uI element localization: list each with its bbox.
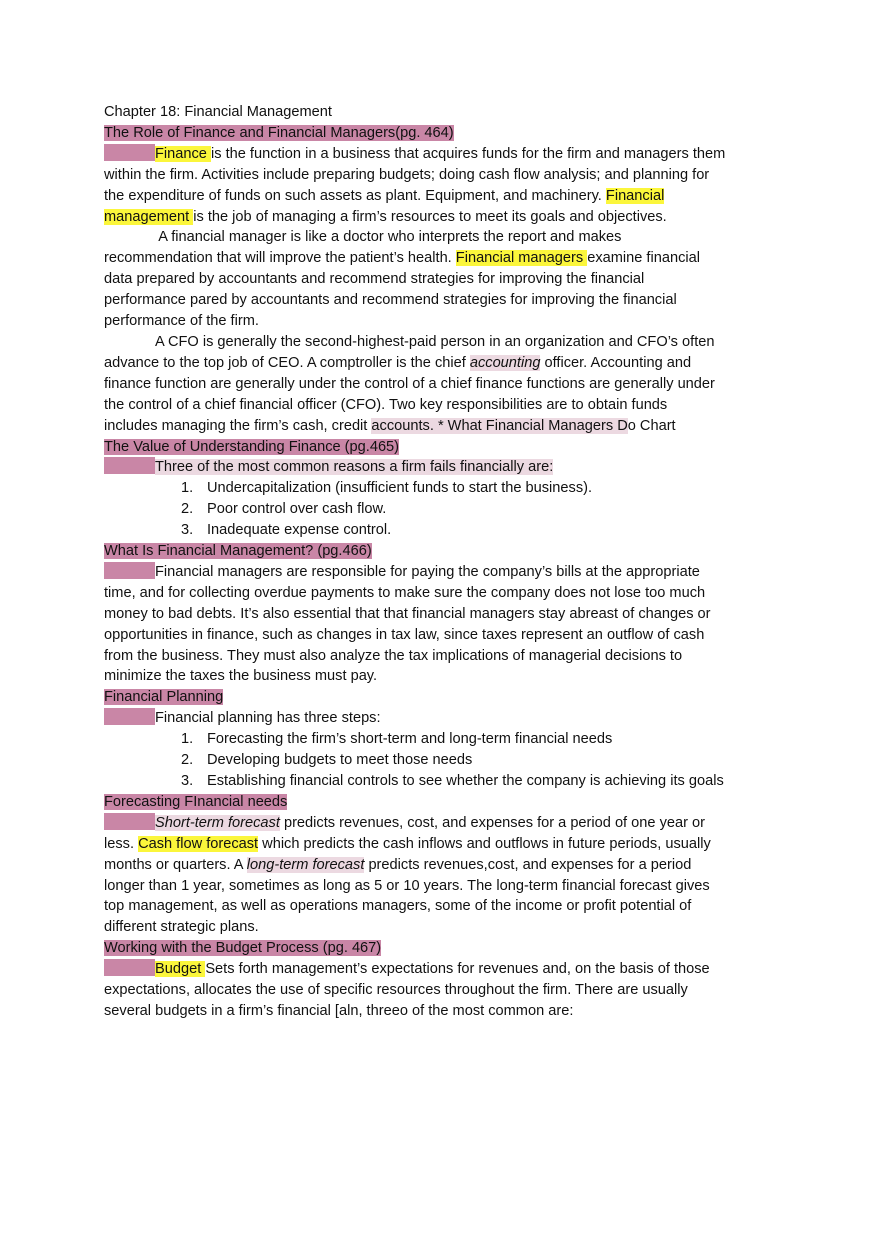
indent-highlight	[104, 457, 155, 474]
term-accounting: accounting	[469, 354, 541, 371]
indent-highlight	[104, 562, 155, 579]
section-heading-budget-process: Working with the Budget Process (pg. 467)	[104, 940, 382, 957]
term-long-term-forecast: long-term forecast	[246, 856, 365, 873]
term-financial-management: Financial	[605, 187, 665, 204]
page-title: Chapter 18: Financial Management	[104, 104, 332, 120]
indent-highlight	[104, 959, 155, 976]
list-item: 2. Developing budgets to meet those needs	[181, 752, 473, 769]
term-finance: Finance	[155, 145, 211, 162]
chart-reference: accounts. * What Financial Managers D	[371, 417, 628, 434]
list-item: 3. Establishing financial controls to see whether the company is achieving its goals	[181, 773, 724, 789]
term-financial-managers: Financial managers	[455, 250, 588, 267]
indent-highlight	[104, 708, 155, 725]
list-item: 1. Forecasting the firm’s short-term and long-term financial needs	[181, 731, 613, 748]
section-heading-role-of-finance: The Role of Finance and Financial Managers(pg. 464)	[104, 124, 454, 141]
list-item: 3. Inadequate expense control.	[181, 522, 392, 539]
indent-highlight	[104, 144, 155, 161]
term-budget: Budget	[155, 961, 206, 978]
term-short-term-forecast: Short-term forecast	[155, 814, 280, 831]
indent-highlight	[104, 813, 155, 830]
section-heading-financial-management: What Is Financial Management? (pg.466)	[104, 543, 372, 560]
list-item: 2. Poor control over cash flow.	[181, 501, 387, 518]
document-body: Chapter 18: Financial Management The Role of Finance and Financial Managers(pg. 464) Finance is the function in a business that acquires funds for the firm and managers them within the firm. Activities include preparing budgets; doing cash flow analysis; and planning for the expenditure of funds on such assets as plant. Equipment, and machinery. Financial management is the job of managing a firm’s resources to meet its goals and objectives. A financial manager is like a doctor who interprets the report and makes recommendation that will improve the patient’s health. Financial managers examine financial data prepared by accountants and recommend strategies for improving the financial performance pared by accountants and recommend strategies for improving the financial performance of the firm. A CFO is generally the second-highest-paid person in an organization and CFO’s often advance to the top job of CEO. A comptroller is the chief accounting officer. Accounting and finance function are generally under the control of a chief finance functions are generally under the control of a chief financial officer (CFO). Two key responsibilities are to obtain funds includes managing the firm’s cash, credit accounts. * What Financial Managers Do Chart The Value of Understanding Finance (pg.465) Three of the most common reasons a firm fails financially are: 1. Undercapitalization (insufficient funds to start the business). 2. Poor control over cash flow. 3. Inadequate expense control. What Is Financial Management? (pg.466) Financial managers are responsible for paying the company’s bills at the appropriate time, and for collecting overdue payments to make sure the company does not lose too much money to bad debts. It’s also essential that that financial managers stay abreast of changes or opportunities in finance, such as changes in tax law, since taxes represent an outflow of cash from the business. They must also analyze the tax implications of managerial decisions to minimize the taxes the business must pay. Financial Planning Financial planning has three steps: 1. Forecasting the firm’s short-term and long-term financial needs 2. Developing budgets to meet those needs 3. Establishing financial controls to see whether the company is achieving its goals Forecasting FInancial needs Short-term forecast predicts revenues, cost, and expenses for a period of one year or less. Cash flow forecast which predicts the cash inflows and outflows in future periods, usually months or quarters. A long-term forecast predicts revenues,cost, and expenses for a period longer than 1 year, sometimes as long as 5 or 10 years. The long-term financial forecast gives top management, as well as operations managers, some of the income or profit potential of different strategic plans. Working with the Budget Process (pg. 467) Budget Sets forth management’s expectations for revenues and, on the basis of those expectations, allocates the use of specific resources throughout the firm. There are usually several budgets in a firm’s financial [aln, threeo of the most common are:	[104, 102, 784, 1022]
list-item: 1. Undercapitalization (insufficient funds to start the business).	[181, 480, 593, 497]
section-heading-financial-planning: Financial Planning	[104, 689, 224, 706]
term-cash-flow-forecast: Cash flow forecast	[138, 835, 259, 852]
section-heading-value-of-finance: The Value of Understanding Finance (pg.465)	[104, 438, 400, 455]
section-heading-forecasting: Forecasting FInancial needs	[104, 793, 288, 810]
